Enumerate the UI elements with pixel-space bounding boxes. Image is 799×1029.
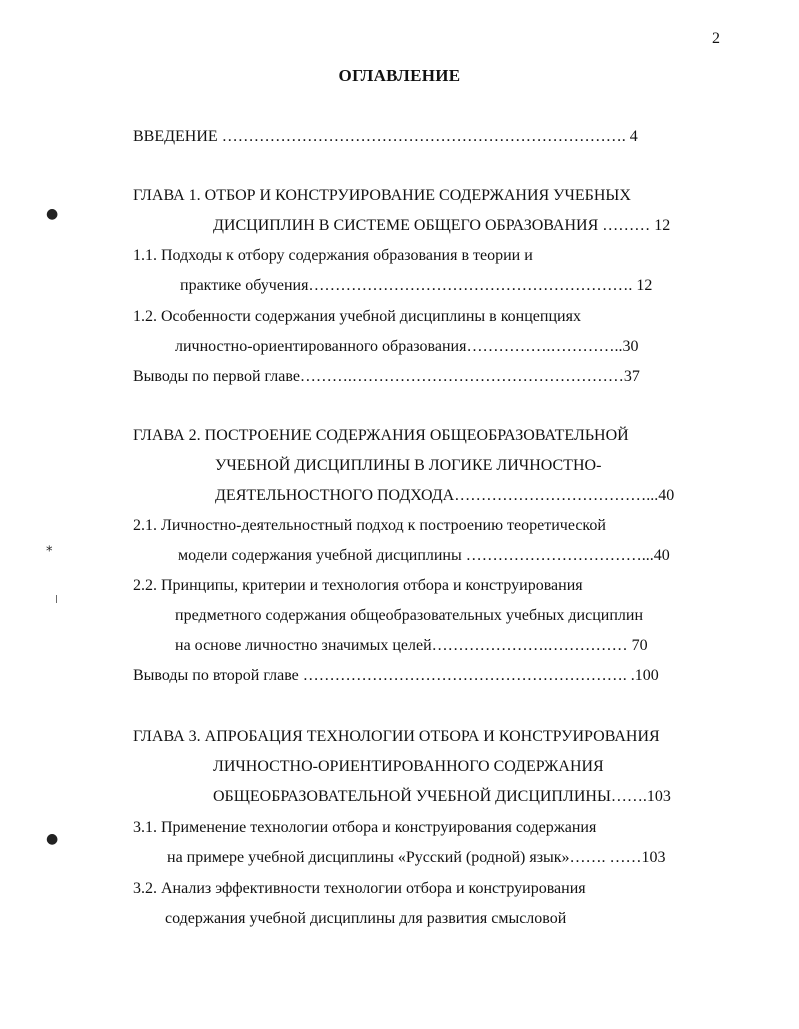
toc-chapter-1-heading: ГЛАВА 1. ОТБОР И КОНСТРУИРОВАНИЕ СОДЕРЖАНИЯ УЧЕБНЫХ bbox=[133, 187, 631, 204]
toc-chapter-1-conclusions: Выводы по первой главе……….……………………………………………37 bbox=[133, 368, 640, 385]
toc-section-1-2-cont: личностно-ориентированного образования…………….…………..30 bbox=[175, 338, 639, 355]
page-number: 2 bbox=[712, 30, 720, 47]
toc-chapter-3-heading: ГЛАВА 3. АПРОБАЦИЯ ТЕХНОЛОГИИ ОТБОРА И КОНСТРУИРОВАНИЯ bbox=[133, 728, 660, 745]
scan-speck: | bbox=[55, 594, 58, 603]
toc-chapter-3-heading-cont-2: ОБЩЕОБРАЗОВАТЕЛЬНОЙ УЧЕБНОЙ ДИСЦИПЛИНЫ…….103 bbox=[213, 788, 671, 805]
toc-section-2-2: 2.2. Принципы, критерии и технология отбора и конструирования bbox=[133, 577, 583, 594]
toc-section-3-2: 3.2. Анализ эффективности технологии отбора и конструирования bbox=[133, 880, 586, 897]
scan-speck: ● bbox=[46, 831, 59, 847]
toc-section-1-2: 1.2. Особенности содержания учебной дисциплины в концепциях bbox=[133, 308, 581, 325]
toc-section-3-1: 3.1. Применение технологии отбора и конструирования содержания bbox=[133, 819, 597, 836]
toc-section-1-1: 1.1. Подходы к отбору содержания образования в теории и bbox=[133, 247, 533, 264]
toc-section-3-1-cont: на примере учебной дисциплины «Русский (родной) язык»……. ……103 bbox=[167, 849, 666, 866]
toc-chapter-2-heading: ГЛАВА 2. ПОСТРОЕНИЕ СОДЕРЖАНИЯ ОБЩЕОБРАЗОВАТЕЛЬНОЙ bbox=[133, 427, 629, 444]
toc-section-2-2-cont-1: предметного содержания общеобразовательных учебных дисциплин bbox=[175, 607, 644, 624]
toc-chapter-2-conclusions: Выводы по второй главе ……………………………………………………. .100 bbox=[133, 667, 659, 684]
page-title: ОГЛАВЛЕНИЕ bbox=[338, 66, 461, 85]
toc-chapter-1-heading-cont: ДИСЦИПЛИН В СИСТЕМЕ ОБЩЕГО ОБРАЗОВАНИЯ ……… 12 bbox=[213, 217, 671, 234]
toc-section-1-1-cont: практике обучения……………………………………………………. 12 bbox=[180, 277, 653, 294]
toc-entry-intro: ВВЕДЕНИЕ …………………………………………………………………. 4 bbox=[133, 128, 638, 145]
toc-section-3-2-cont: содержания учебной дисциплины для развития смысловой bbox=[165, 910, 567, 927]
scan-speck: ● bbox=[46, 206, 59, 222]
toc-section-2-1-cont: модели содержания учебной дисциплины ……………………………...40 bbox=[178, 547, 670, 564]
scan-speck: ⁎ bbox=[46, 540, 53, 555]
toc-chapter-3-heading-cont-1: ЛИЧНОСТНО-ОРИЕНТИРОВАННОГО СОДЕРЖАНИЯ bbox=[213, 758, 604, 775]
toc-chapter-2-heading-cont-1: УЧЕБНОЙ ДИСЦИПЛИНЫ В ЛОГИКЕ ЛИЧНОСТНО- bbox=[215, 457, 602, 474]
toc-section-2-2-cont-2: на основе личностно значимых целей………………….…………… 70 bbox=[175, 637, 648, 654]
toc-chapter-2-heading-cont-2: ДЕЯТЕЛЬНОСТНОГО ПОДХОДА………………………………...40 bbox=[215, 487, 675, 504]
toc-section-2-1: 2.1. Личностно-деятельностный подход к построению теоретической bbox=[133, 517, 606, 534]
